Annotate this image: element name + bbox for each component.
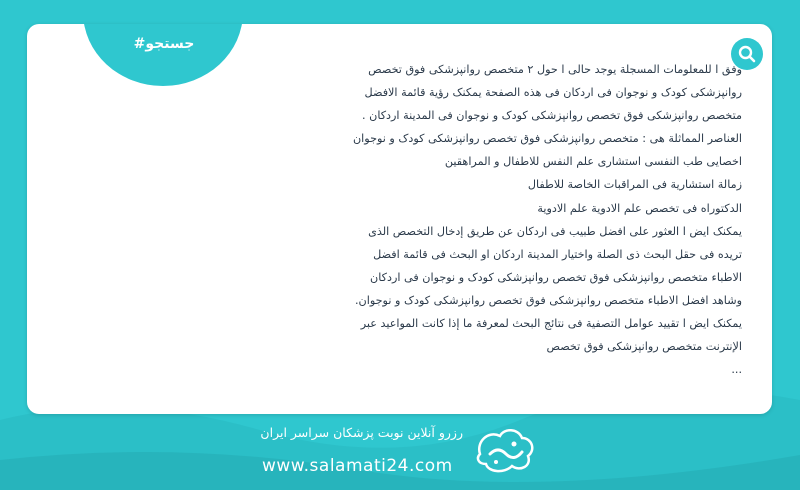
content-card <box>27 24 772 414</box>
footer-url-link[interactable]: www.salamati24.com <box>262 456 453 476</box>
specialty-list <box>342 150 742 219</box>
tag-label[interactable]: #جستجو <box>133 36 195 52</box>
search-tip-paragraph: یمکنک ایض ا العثور علی افضل طبیب فی اردکان عن طریق إدخال التخصص الذی تریده فی حقل البحث ذی الصلة واختیار المدینة اردکان او البحث فی قائمة افضل الاطباء متخصص روانپزشکی فوق تخصص روانپزشکی کودک و نوجوان فی اردکان وشاهد افضل الاطباء متخصص روانپزشکی فوق تخصص روانپزشکی کودک و نوجوان. <box>354 224 742 307</box>
list-item: الدکتوراه فی تخصص علم الادویة علم الادویة <box>537 201 742 215</box>
article-body <box>342 58 742 381</box>
footer-tagline: رزرو آنلاین نوبت پزشکان سراسر ایران <box>260 425 463 440</box>
ellipsis: ... <box>731 363 742 377</box>
list-item: اخصایی طب النفسی استشاری علم النفس للاطفال و المراهقین <box>444 155 742 169</box>
tag-badge <box>83 24 243 86</box>
filter-tip-paragraph: یمکنک ایض ا تقیید عوامل التصفیة فی نتائج البحث لمعرفة ما إذا کانت المواعید عبر الإنترنت متخصص روانپزشکی فوق تخصص <box>360 317 742 354</box>
salamati-logo-icon <box>470 424 538 476</box>
list-item: زمالة استشاریة فی المراقبات الخاصة للاطفال <box>527 178 742 192</box>
similar-items-paragraph: العناصر المماثلة هی : متخصص روانپزشکی فوق تخصص روانپزشکی کودک و نوجوان <box>352 132 742 146</box>
intro-paragraph: وفق ا للمعلومات المسجلة یوجد حالی ا حول ۲ متخصص روانپزشکی فوق تخصص روانپزشکی کودک و نوجوان فی اردکان فی هذه الصفحة یمکنک رؤیة قائمة الافضل متخصص روانپزشکی فوق تخصص روانپزشکی کودک و نوجوان فی المدینة اردکان . <box>361 63 742 123</box>
